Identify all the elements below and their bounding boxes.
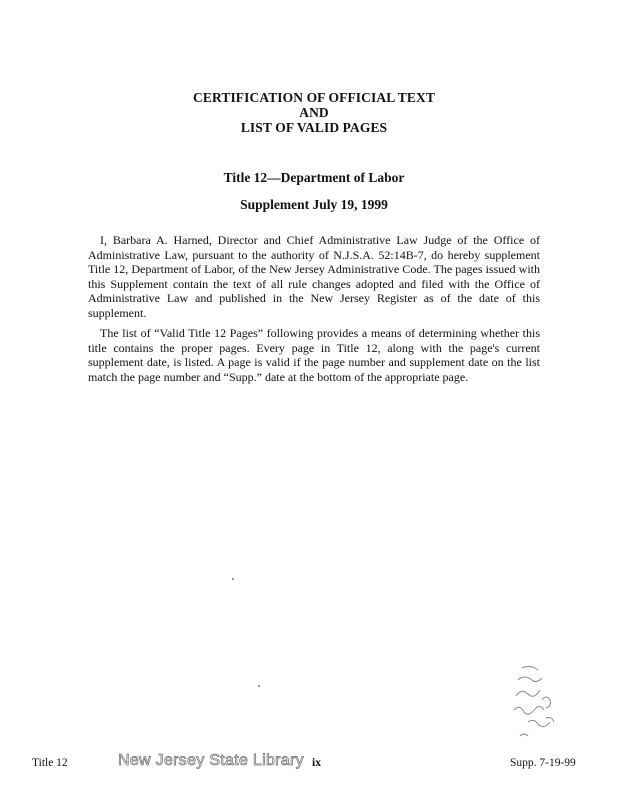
- paragraph-certification: I, Barbara A. Harned, Director and Chief Administrative Law Judge of the Office of Administrative Law, pursuant to the authority of N.J.S.A. 52:14B-7, do hereby supplement Title 12, Department of Labor, of the New Jersey Administrative Code. The pages issued with this Supplement contain the text of all rule changes adopted and filed with the Office of Administrative Law and published in the New Jersey Register as of the date of this supplement.: [88, 233, 540, 320]
- title-heading: Title 12—Department of Labor: [223, 170, 405, 185]
- heading-line-3: LIST OF VALID PAGES: [240, 120, 388, 135]
- page-number: ix: [312, 757, 321, 769]
- paragraph-valid-pages: The list of “Valid Title 12 Pages” following provides a means of determining whether this title contains the proper pages. Every page in Title 12, along with the page's current supplement date, is listed. A page is valid if the page number and supplement date on the list match the page number and “Supp.” date at the bottom of the appropriate page.: [88, 326, 540, 384]
- scan-speck: [258, 685, 260, 687]
- library-stamp-icon: [508, 660, 568, 750]
- library-watermark: New Jersey State Library: [118, 752, 304, 769]
- body-text: [88, 233, 540, 390]
- footer-supplement-date: Supp. 7-19-99: [510, 757, 576, 769]
- certification-heading: [0, 90, 628, 135]
- supplement-date-heading: Supplement July 19, 1999: [240, 197, 388, 212]
- footer-title: Title 12: [32, 757, 68, 769]
- heading-line-1: CERTIFICATION OF OFFICIAL TEXT: [193, 90, 435, 105]
- scan-speck: [232, 578, 234, 580]
- heading-line-2: AND: [299, 105, 329, 120]
